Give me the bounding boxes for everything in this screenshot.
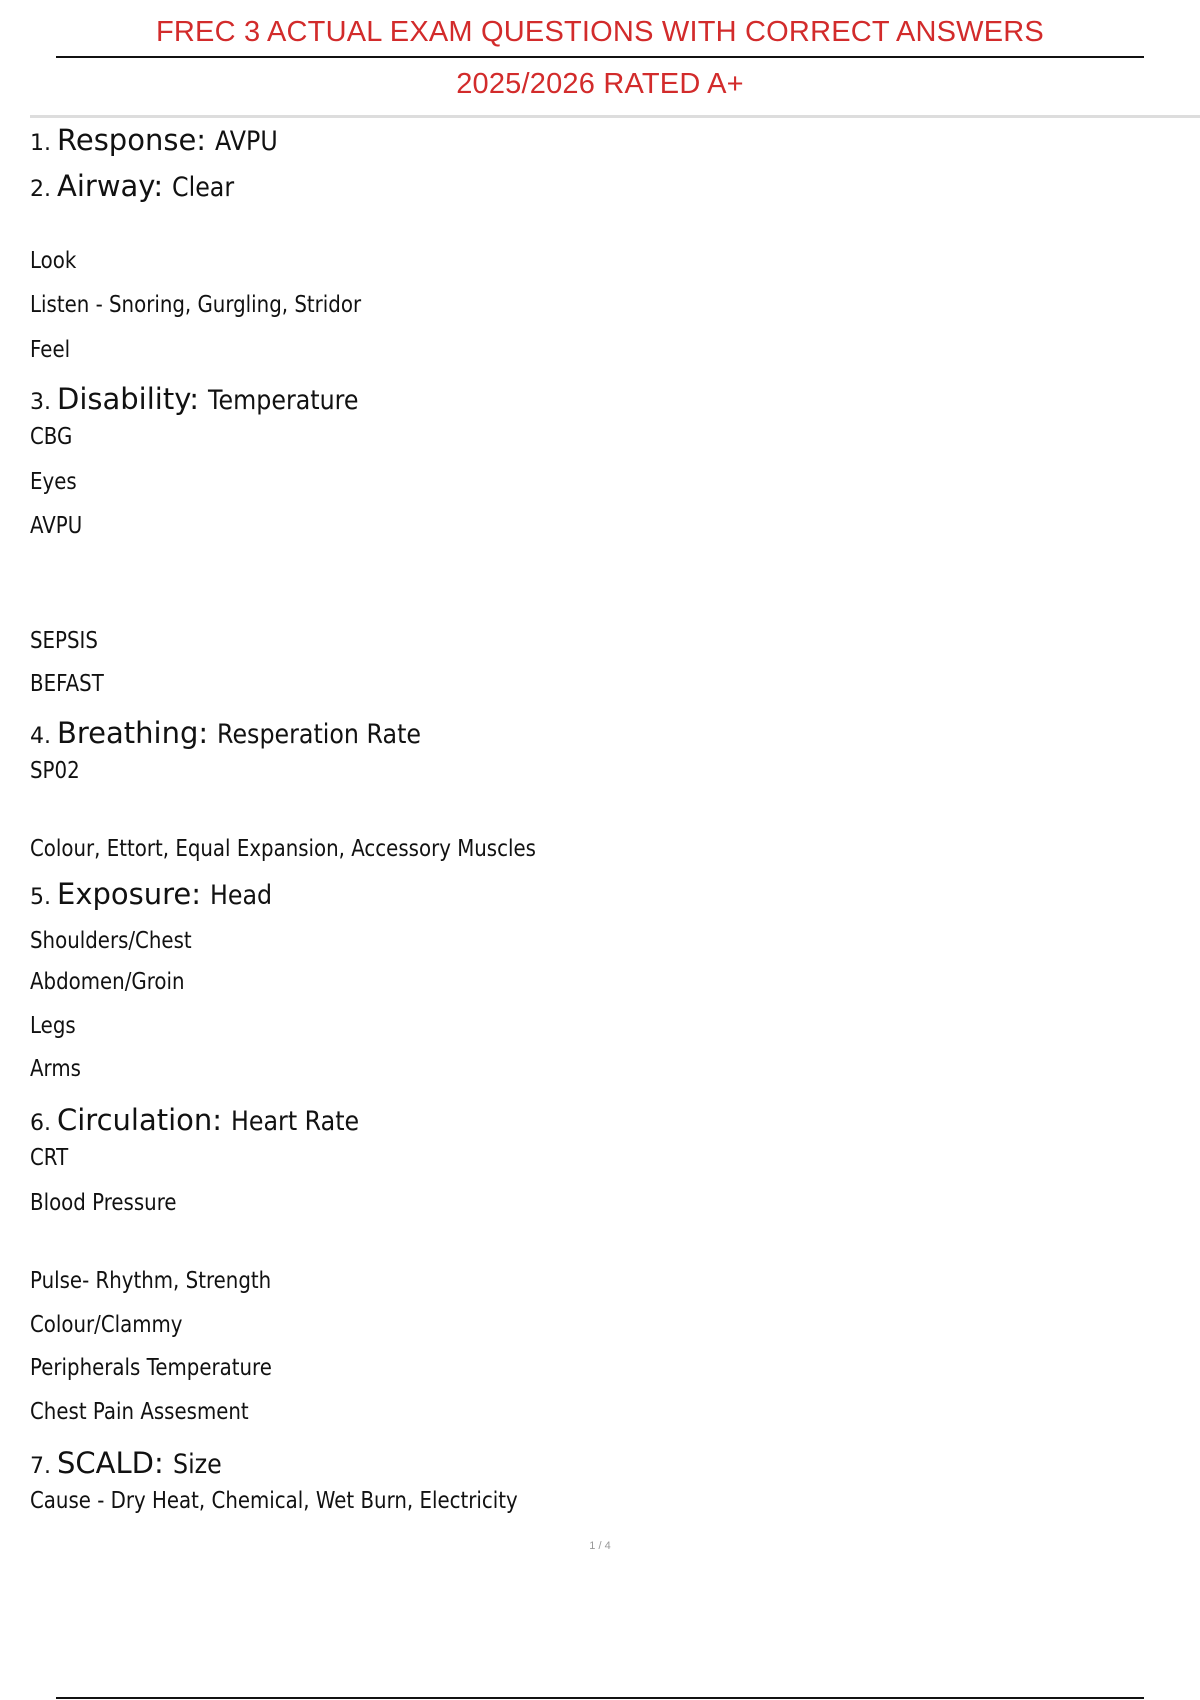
question-number: 2. — [30, 177, 51, 202]
question-answer: Size — [172, 1449, 222, 1480]
header-divider — [30, 115, 1200, 118]
question-number: 4. — [30, 724, 51, 749]
question-answer: Head — [210, 880, 273, 911]
question-answer: Temperature — [208, 385, 359, 416]
answer-line: Legs — [30, 1013, 76, 1039]
question-heading — [30, 1103, 377, 1137]
answer-line: Listen - Snoring, Gurgling, Stridor — [30, 292, 362, 318]
answer-line: Look — [30, 248, 77, 274]
answer-line: Feel — [30, 337, 71, 363]
document-title: FREC 3 ACTUAL EXAM QUESTIONS WITH CORRECT ANSWERS — [156, 16, 1044, 48]
question-number: 3. — [30, 390, 51, 415]
question-number: 5. — [30, 885, 51, 910]
answer-line: Arms — [30, 1056, 81, 1082]
question-heading — [30, 1446, 228, 1480]
answer-line: CBG — [30, 424, 73, 450]
question-answer: Heart Rate — [231, 1106, 360, 1137]
answer-line: Colour/Clammy — [30, 1312, 183, 1338]
question-label: SCALD: — [57, 1446, 164, 1480]
answer-line: Chest Pain Assesment — [30, 1399, 249, 1425]
answer-line: Cause - Dry Heat, Chemical, Wet Burn, Electricity — [30, 1488, 518, 1514]
answer-line: Pulse- Rhythm, Strength — [30, 1268, 272, 1294]
answer-line: BEFAST — [30, 671, 104, 697]
answer-line: CRT — [30, 1145, 69, 1171]
question-answer: Resperation Rate — [217, 719, 422, 750]
question-answer: AVPU — [215, 126, 278, 157]
answer-line: Abdomen/Groin — [30, 969, 185, 995]
answer-line: Blood Pressure — [30, 1190, 177, 1216]
question-heading — [30, 169, 243, 203]
answer-line: Colour, Ettort, Equal Expansion, Accessory Muscles — [30, 836, 536, 862]
question-number: 6. — [30, 1111, 51, 1136]
answer-line: SP02 — [30, 758, 80, 784]
answer-line: Shoulders/Chest — [30, 928, 192, 954]
question-label: Circulation: — [57, 1103, 223, 1137]
answer-line: AVPU — [30, 513, 83, 539]
question-heading — [30, 123, 287, 157]
question-number: 1. — [30, 131, 51, 156]
answer-line: Peripherals Temperature — [30, 1355, 272, 1381]
document-subtitle: 2025/2026 RATED A+ — [456, 68, 744, 100]
footer-divider — [56, 1697, 1144, 1699]
question-label: Airway: — [57, 169, 164, 203]
question-label: Disability: — [57, 382, 200, 416]
answer-line: SEPSIS — [30, 628, 98, 654]
question-label: Exposure: — [57, 877, 202, 911]
question-number: 7. — [30, 1454, 51, 1479]
question-heading — [30, 382, 379, 416]
question-label: Breathing: — [57, 716, 209, 750]
question-heading — [30, 877, 281, 911]
page-number: 1 / 4 — [589, 1540, 611, 1552]
question-answer: Clear — [172, 172, 235, 203]
title-divider — [56, 56, 1144, 58]
question-heading — [30, 716, 449, 750]
question-label: Response: — [57, 123, 207, 157]
answer-line: Eyes — [30, 469, 77, 495]
